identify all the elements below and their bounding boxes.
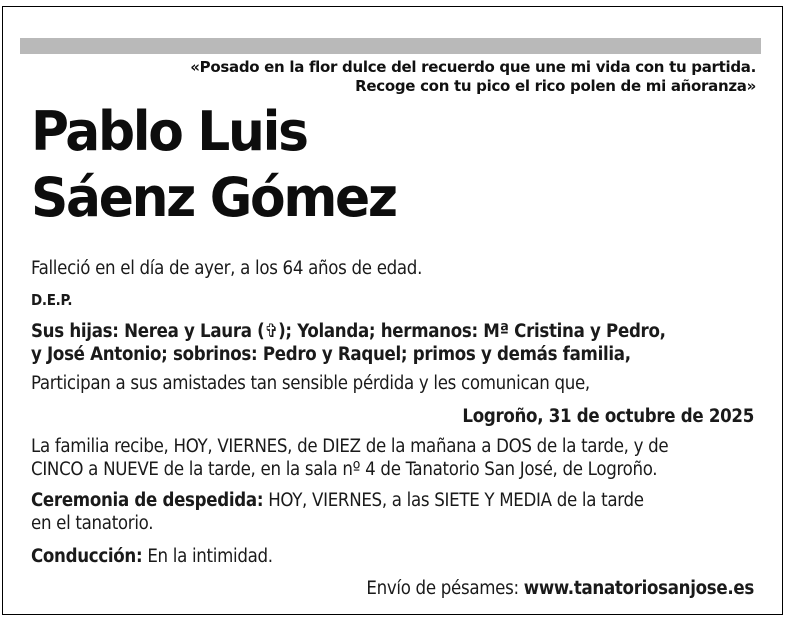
dep-text: D.E.P. (31, 291, 73, 309)
quote-line-2: Recoge con tu pico el rico polen de mi añoranza» (355, 77, 756, 95)
deceased-name (31, 99, 396, 231)
family-line-2: y José Antonio; sobrinos: Pedro y Raquel; primos y demás familia, (31, 344, 631, 365)
name-line-2: Sáenz Gómez (31, 166, 396, 229)
visitation-line-1: La familia recibe, HOY, VIERNES, de DIEZ de la mañana a DOS de la tarde, y de (31, 436, 669, 457)
family-line-1: Sus hijas: Nerea y Laura (✞); Yolanda; hermanos: Mª Cristina y Pedro, (31, 321, 666, 342)
announcement: Participan a sus amistades tan sensible pérdida y les comunican que, (31, 373, 590, 394)
ceremony-line-1 (31, 489, 644, 513)
epigraph-quote (190, 58, 756, 96)
condolences-line (366, 577, 754, 601)
condolences-label: Envío de pésames: (366, 578, 524, 599)
header-bar (20, 38, 761, 54)
name-line-1: Pablo Luis (31, 100, 307, 163)
ceremony-line-2: en el tanatorio. (31, 513, 154, 534)
quote-line-1: «Posado en la flor dulce del recuerdo que une mi vida con tu partida. (190, 58, 756, 76)
conduction-line (31, 545, 273, 569)
ceremony-text: HOY, VIERNES, a las SIETE Y MEDIA de la tarde (263, 490, 644, 511)
conduction-text: En la intimidad. (142, 546, 273, 567)
obituary-card (2, 6, 783, 615)
place-date: Logroño, 31 de octubre de 2025 (462, 406, 754, 427)
ceremony-label: Ceremonia de despedida: (31, 490, 264, 511)
death-notice: Falleció en el día de ayer, a los 64 años de edad. (31, 258, 423, 279)
visitation-line-2: CINCO a NUEVE de la tarde, en la sala nº 4 de Tanatorio San José, de Logroño. (31, 459, 658, 480)
condolences-url[interactable]: www.tanatoriosanjose.es (523, 578, 754, 599)
conduction-label: Conducción: (31, 546, 143, 567)
